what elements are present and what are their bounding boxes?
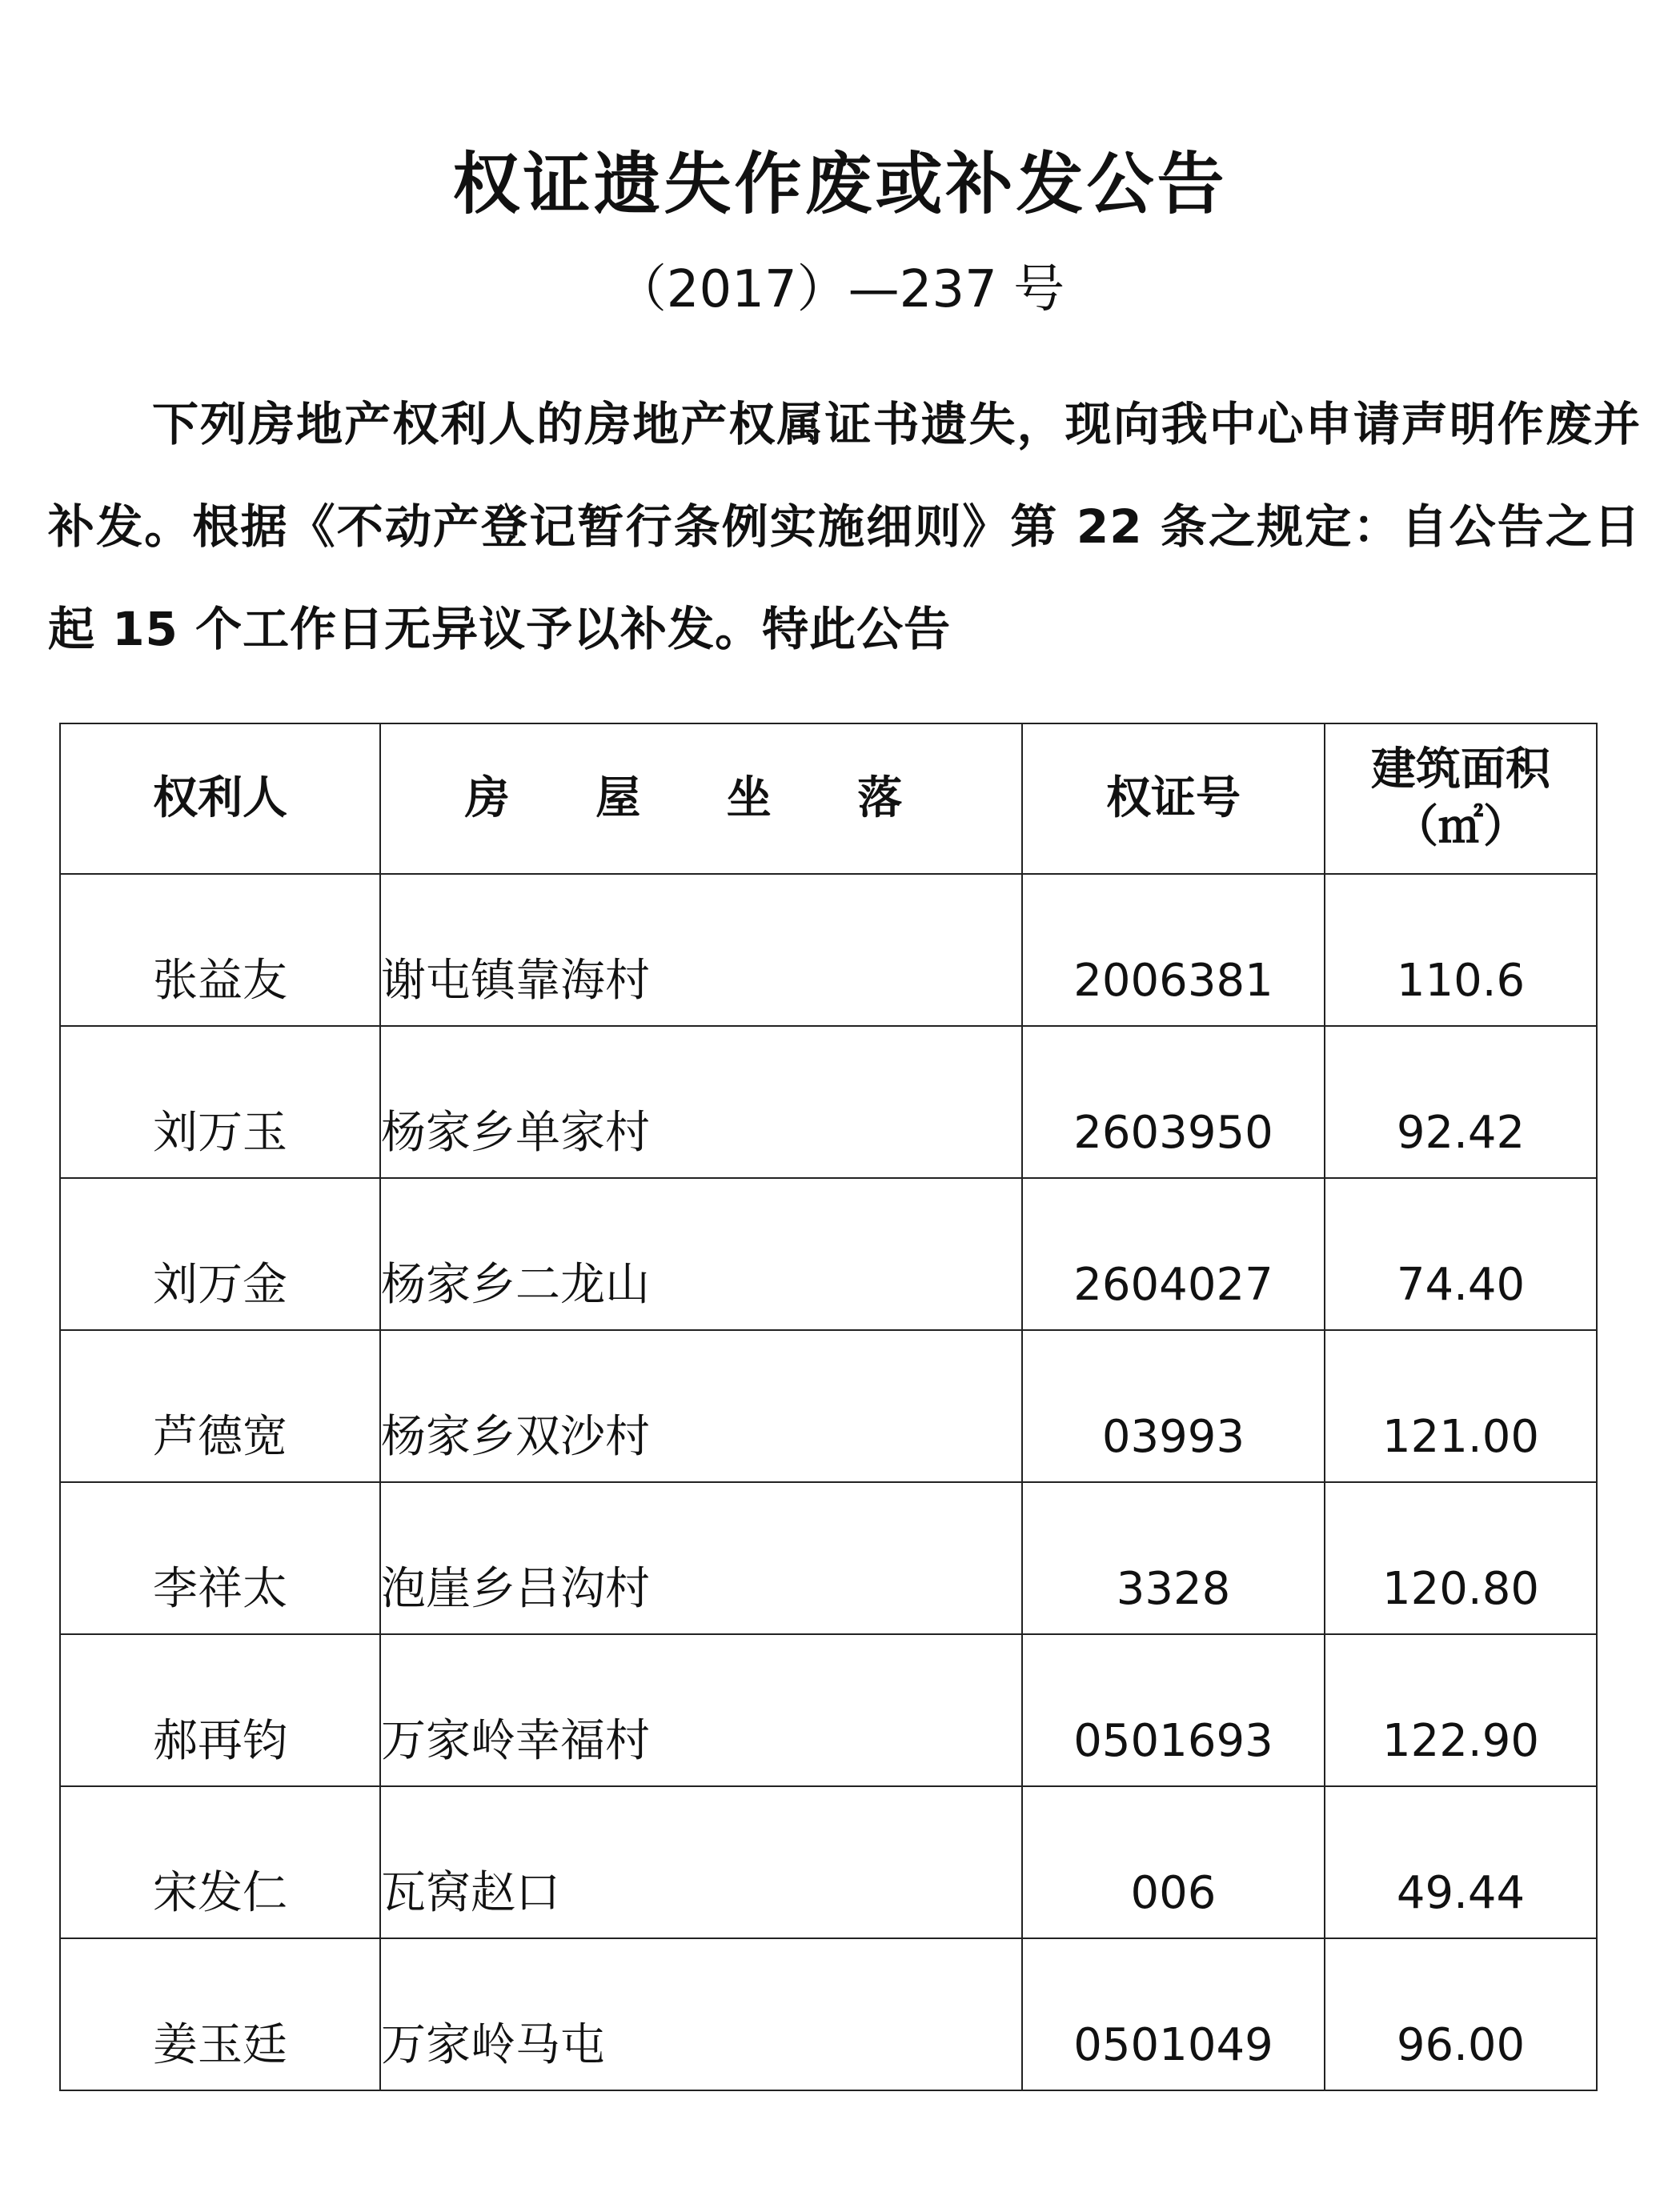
cell-area: 122.90 xyxy=(1325,1634,1597,1786)
table-row xyxy=(60,1634,1597,1786)
cell-area: 121.00 xyxy=(1325,1330,1597,1482)
cell-area: 110.6 xyxy=(1325,874,1597,1026)
cell-location: 杨家乡单家村 xyxy=(380,1026,1022,1178)
header-owner: 权利人 xyxy=(60,723,380,874)
cell-cert-no: 2603950 xyxy=(1022,1026,1325,1178)
lost-certificates-table xyxy=(59,723,1598,2091)
cell-area: 96.00 xyxy=(1325,1938,1597,2090)
cell-cert-no: 2604027 xyxy=(1022,1178,1325,1330)
table-header-row xyxy=(60,723,1597,874)
table-row xyxy=(60,1178,1597,1330)
notice-body: 下列房地产权利人的房地产权属证书遗失，现向我中心申请声明作废并补发。根据《不动产登记暂行条例实施细则》第 22 条之规定：自公告之日起 15 个工作日无异议予以补发。特此公告 xyxy=(48,397,1641,656)
cell-owner: 李祥太 xyxy=(60,1482,380,1634)
table-row xyxy=(60,1330,1597,1482)
notice-number: （2017）—237 号 xyxy=(615,260,1065,319)
cell-owner: 刘万金 xyxy=(60,1178,380,1330)
table-row xyxy=(60,874,1597,1026)
header-area xyxy=(1325,723,1597,874)
cell-location: 瓦窝赵口 xyxy=(380,1786,1022,1938)
cell-location: 谢屯镇靠海村 xyxy=(380,874,1022,1026)
cell-owner: 刘万玉 xyxy=(60,1026,380,1178)
cell-cert-no: 006 xyxy=(1022,1786,1325,1938)
table-row xyxy=(60,1786,1597,1938)
header-cert-no: 权证号 xyxy=(1022,723,1325,874)
cell-area: 92.42 xyxy=(1325,1026,1597,1178)
cell-owner: 宋发仁 xyxy=(60,1786,380,1938)
header-area-unit: （㎡） xyxy=(1393,801,1528,853)
cell-location: 万家岭幸福村 xyxy=(380,1634,1022,1786)
cell-area: 74.40 xyxy=(1325,1178,1597,1330)
cell-cert-no: 0501049 xyxy=(1022,1938,1325,2090)
table-row xyxy=(60,1026,1597,1178)
cell-area: 49.44 xyxy=(1325,1786,1597,1938)
cell-location: 杨家乡双沙村 xyxy=(380,1330,1022,1482)
header-location: 房 屋 坐 落 xyxy=(380,723,1022,874)
table-row xyxy=(60,1938,1597,2090)
cell-location: 泡崖乡吕沟村 xyxy=(380,1482,1022,1634)
cell-cert-no: 0501693 xyxy=(1022,1634,1325,1786)
cell-owner: 郝再钧 xyxy=(60,1634,380,1786)
cell-area: 120.80 xyxy=(1325,1482,1597,1634)
cell-cert-no: 2006381 xyxy=(1022,874,1325,1026)
header-area-label: 建筑面积 xyxy=(1371,743,1550,795)
cell-owner: 张益友 xyxy=(60,874,380,1026)
table-row xyxy=(60,1482,1597,1634)
cell-location: 万家岭马屯 xyxy=(380,1938,1022,2090)
cell-owner: 姜玉廷 xyxy=(60,1938,380,2090)
cell-location: 杨家乡二龙山 xyxy=(380,1178,1022,1330)
cell-cert-no: 3328 xyxy=(1022,1482,1325,1634)
notice-title: 权证遗失作废或补发公告 xyxy=(452,145,1228,223)
cell-owner: 芦德宽 xyxy=(60,1330,380,1482)
cell-cert-no: 03993 xyxy=(1022,1330,1325,1482)
